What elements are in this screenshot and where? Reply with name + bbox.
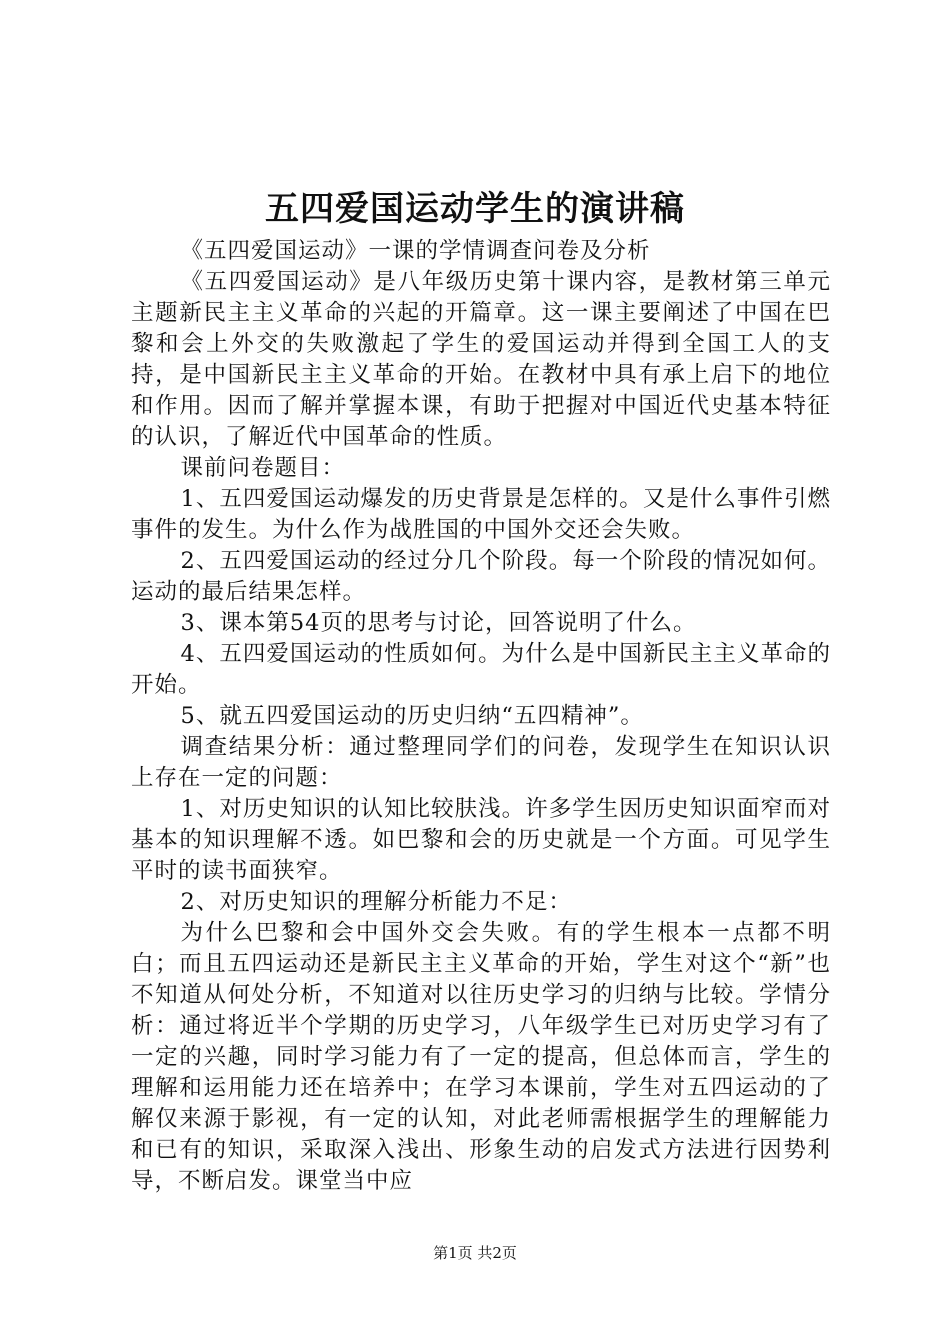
paragraph-question-5: 5、就五四爱国运动的历史归纳“五四精神”。 — [180, 703, 644, 729]
page-footer: 第1页 共2页 — [433, 1244, 517, 1262]
document-body — [131, 236, 831, 1197]
paragraph-subtitle: 《五四爱国运动》一课的学情调查问卷及分析 — [180, 238, 651, 264]
document-title: 五四爱国运动学生的演讲稿 — [265, 189, 685, 229]
paragraph-questions-heading: 课前问卷题目： — [180, 455, 346, 481]
paragraph-finding-2-detail: 为什么巴黎和会中国外交会失败。有的学生根本一点都不明白；而且五四运动还是新民主主义革命的开始，学生对这个“新”也不知道从何处分析，不知道对以往历史学习的归纳与比较。学情分析：通过将近半个学期的历史学习，八年级学生已对历史学习有了一定的兴趣，同时学习能力有了一定的提高，但总体而言，学生的理解和运用能力还在培养中；在学习本课前，学生对五四运动的了解仅来源于影视，有一定的认知，对此老师需根据学生的理解能力和已有的知识，采取深入浅出、形象生动的启发式方法进行因势利导，不断启发。课堂当中应 — [131, 920, 831, 1194]
paragraph-survey-analysis: 调查结果分析：通过整理同学们的问卷，发现学生在知识认识上存在一定的问题： — [131, 734, 831, 791]
paragraph-intro: 《五四爱国运动》是八年级历史第十课内容，是教材第三单元主题新民主主义革命的兴起的开篇章。这一课主要阐述了中国在巴黎和会上外交的失败激起了学生的爱国运动并得到全国工人的支持，是中国新民主主义革命的开始。在教材中具有承上启下的地位和作用。因而了解并掌握本课，有助于把握对中国近代史基本特征的认识，了解近代中国革命的性质。 — [131, 269, 831, 450]
paragraph-question-1: 1、五四爱国运动爆发的历史背景是怎样的。又是什么事件引燃事件的发生。为什么作为战胜国的中国外交还会失败。 — [131, 486, 831, 543]
paragraph-question-3: 3、课本第54页的思考与讨论，回答说明了什么。 — [180, 610, 697, 636]
paragraph-question-2: 2、五四爱国运动的经过分几个阶段。每一个阶段的情况如何。运动的最后结果怎样。 — [131, 548, 831, 605]
paragraph-finding-1: 1、对历史知识的认知比较肤浅。许多学生因历史知识面窄而对基本的知识理解不透。如巴黎和会的历史就是一个方面。可见学生平时的读书面狭窄。 — [131, 796, 831, 884]
paragraph-finding-2: 2、对历史知识的理解分析能力不足： — [180, 889, 572, 915]
paragraph-question-4: 4、五四爱国运动的性质如何。为什么是中国新民主主义革命的开始。 — [131, 641, 831, 698]
